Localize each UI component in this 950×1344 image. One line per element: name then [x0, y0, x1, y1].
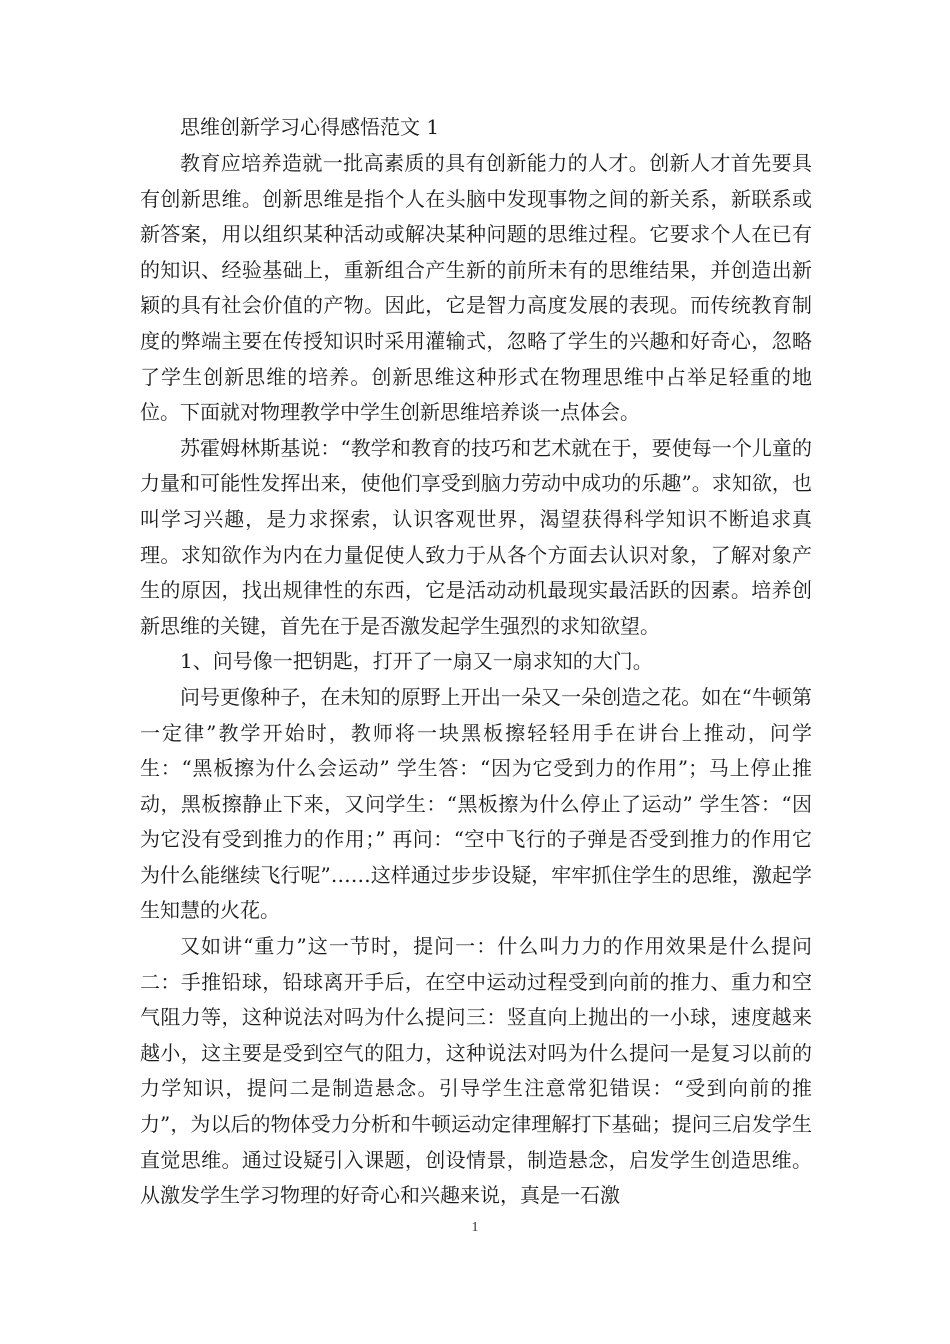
document-title: 思维创新学习心得感悟范文 1	[180, 115, 440, 139]
document-body	[140, 110, 812, 1214]
page-number: 1	[471, 1220, 479, 1235]
paragraph-intro: 教育应培养造就一批高素质的具有创新能力的人才。创新人才首先要具有创新思维。创新思维是指个人在头脑中发现事物之间的新关系，新联系或新答案，用以组织某种活动或解决某种问题的思维过程。它要求个人在已有的知识、经验基础上，重新组合产生新的前所未有的思维结果，并创造出新颖的具有社会价值的产物。因此，它是智力高度发展的表现。而传统教育制度的弊端主要在传授知识时采用灌输式，忽略了学生的兴趣和好奇心，忽略了学生创新思维的培养。创新思维这种形式在物理思维中占举足轻重的地位。下面就对物理教学中学生创新思维培养谈一点体会。	[140, 151, 812, 425]
paragraph-gravity-example: 又如讲“重力”这一节时，提问一：什么叫力力的作用效果是什么提问二：手推铅球，铅球离开手后，在空中运动过程受到向前的推力、重力和空气阻力等，这种说法对吗为什么提问三：竖直向上抛出的一小球，速度越来越小，这主要是受到空气的阻力，这种说法对吗为什么提问一是复习以前的力学知识，提问二是制造悬念。引导学生注意常犯错误：“受到向前的推力”，为以后的物体受力分析和牛顿运动定律理解打下基础；提问三启发学生直觉思维。通过设疑引入课题，创设情景，制造悬念，启发学生创造思维。从激发学生学习物理的好奇心和兴趣来说，真是一石激	[140, 934, 812, 1208]
paragraph-suhomlinski: 苏霍姆林斯基说：“教学和教育的技巧和艺术就在于，要使每一个儿童的力量和可能性发挥出来，使他们享受到脑力劳动中成功的乐趣”。求知欲，也叫学习兴趣，是力求探索，认识客观世界，渴望获得科学知识不断追求真理。求知欲作为内在力量促使人致力于从各个方面去认识对象，了解对象产生的原因，找出规律性的东西，它是活动动机最现实最活跃的因素。培养创新思维的关键，首先在于是否激发起学生强烈的求知欲望。	[140, 435, 812, 638]
paragraph-newton-example: 问号更像种子，在未知的原野上开出一朵又一朵创造之花。如在“牛顿第一定律”教学开始时，教师将一块黑板擦轻轻用手在讲台上推动，问学生：“黑板擦为什么会运动” 学生答：“因为它受到力的作用”；马上停止推动，黑板擦静止下来，又问学生：“黑板擦为什么停止了运动” 学生答：“因为它没有受到推力的作用；” 再问：“空中飞行的子弹是否受到推力的作用它为什么能继续飞行呢”……这样通过步步设疑，牢牢抓住学生的思维，激起学生知慧的火花。	[140, 684, 812, 923]
section-heading-1: 1、问号像一把钥匙，打开了一扇又一扇求知的大门。	[180, 649, 653, 674]
